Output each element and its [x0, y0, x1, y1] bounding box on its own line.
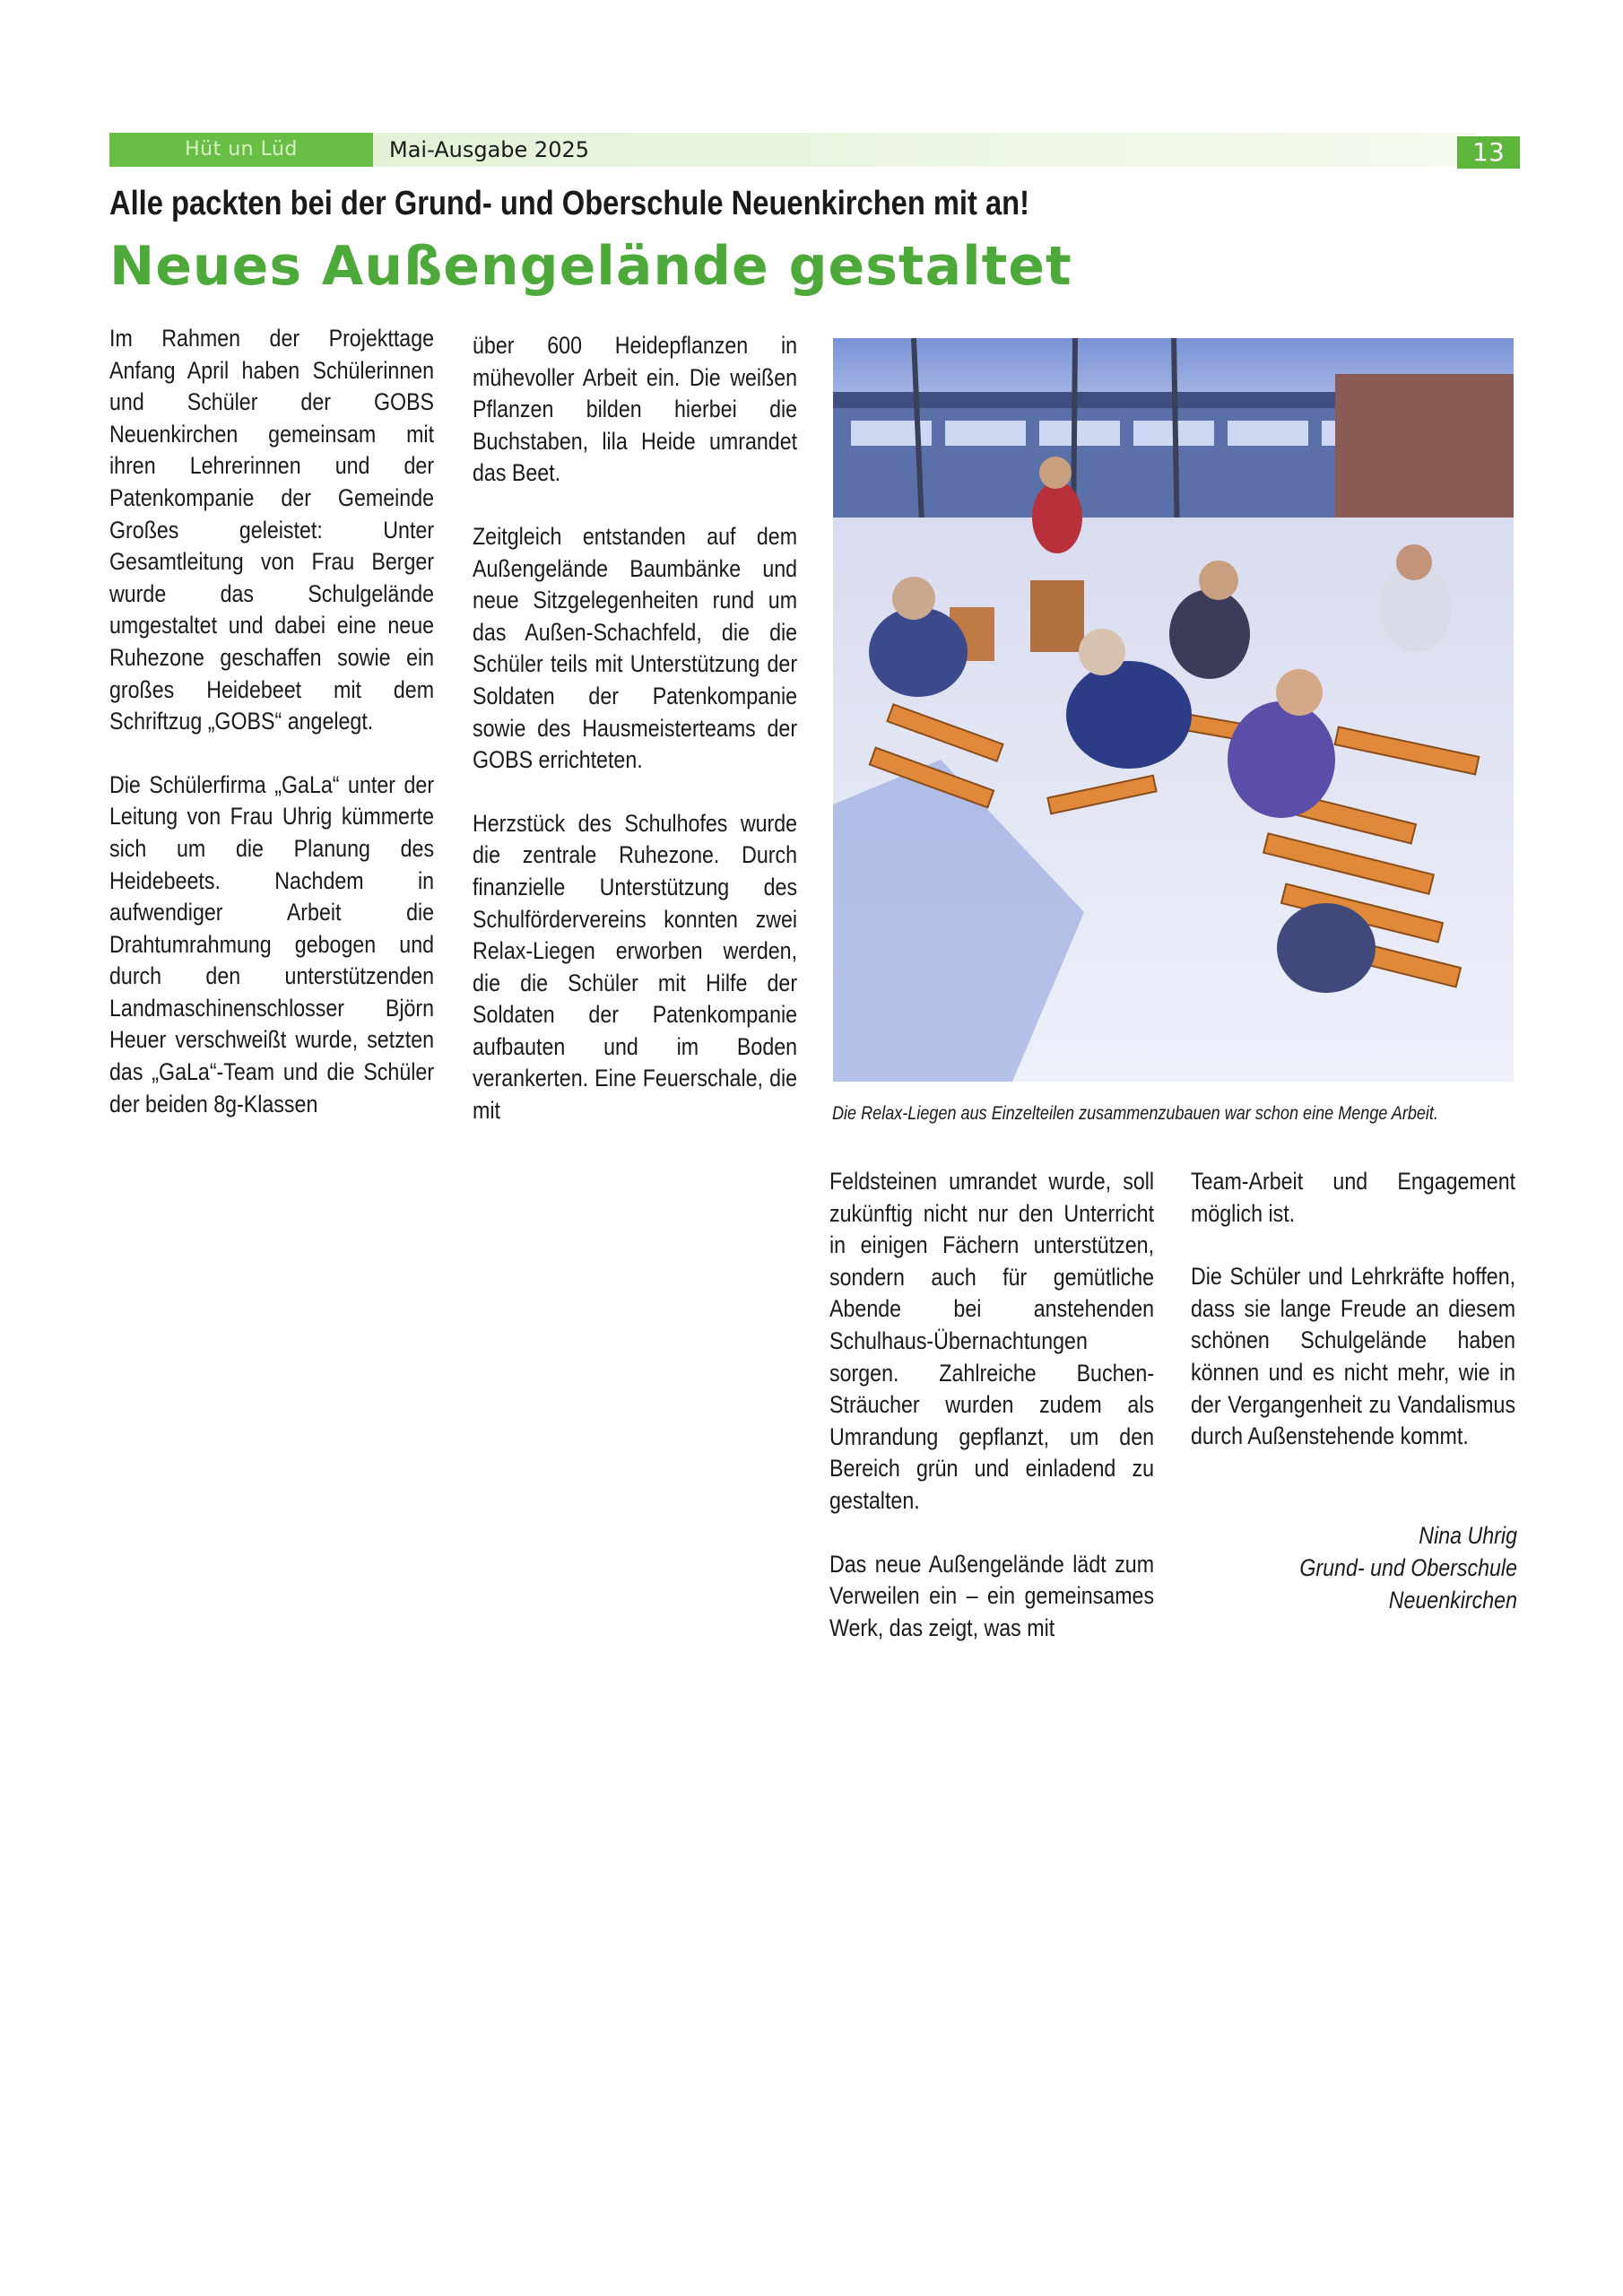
school-line-2: Neuenkirchen [1388, 1587, 1517, 1613]
paragraph: Team-Arbeit und Engagement möglich ist. [1191, 1168, 1516, 1227]
text-column-4 [1191, 1166, 1515, 1453]
article-photo [833, 338, 1514, 1082]
magazine-name: Hüt un Lüd [109, 133, 373, 167]
header-bar [109, 133, 1520, 167]
page-number: 13 [1457, 136, 1520, 169]
article-title: Neues Außengelände gestaltet [109, 235, 1072, 298]
text-column-1 [109, 323, 434, 1120]
paragraph: Feldsteinen umrandet wurde, soll zukünftig nicht nur den Unterricht in einigen Fächern unterstützen, sondern auch für gemütliche Abende bei anstehenden Schulhaus-Übernachtungen sorgen. Zahlreiche Buchen-Sträucher wurden zudem als Umrandung gepflanzt, um den Bereich grün und einladend zu gestalten. [829, 1168, 1155, 1514]
paragraph: Zeitgleich entstanden auf dem Außengelände Baumbänke und neue Sitzgelegenheiten rund um das Außen-Schachfeld, die die Schüler teils mit Unterstützung der Soldaten der Patenkompanie sowie des Hausmeisterteams der GOBS errichteten. [473, 522, 798, 774]
paragraph: Herzstück des Schulhofes wurde die zentrale Ruhezone. Durch finanzielle Unterstützung des Schulfördervereins konnten zwei Relax-Liegen erworben werden, die die Schüler mit Hilfe der Soldaten der Patenkompanie aufbauten und im Boden verankerten. Eine Feuerschale, die mit [473, 809, 798, 1125]
paragraph: Im Rahmen der Projekttage Anfang April haben Schülerinnen und Schüler der GOBS Neuenkirchen gemeinsam mit ihren Lehrerinnen und der Patenkompanie der Gemeinde Großes geleistet: Unter Gesamtleitung von Frau Berger wurde das Schulgelände umgestaltet und dabei eine neue Ruhezone geschaffen sowie ein großes Heidebeet mit dem Schriftzug „GOBS“ angelegt. [109, 325, 435, 735]
text-column-2 [473, 330, 797, 1127]
paragraph: Die Schüler und Lehrkräfte hoffen, dass sie lange Freude an diesem schönen Schulgelände haben können und es nicht mehr, wie in der Vergangenheit zu Vandalismus durch Außenstehende kommt. [1191, 1263, 1516, 1450]
author-name: Nina Uhrig [1419, 1522, 1517, 1549]
issue-label: Mai-Ausgabe 2025 [389, 137, 589, 162]
paragraph: Das neue Außengelände lädt zum Verweilen ein – ein gemeinsames Werk, das zeigt, was mit [829, 1550, 1155, 1641]
photo-caption: Die Relax-Liegen aus Einzelteilen zusammenzubauen war schon eine Menge Arbeit. [832, 1103, 1438, 1124]
text-column-3 [829, 1166, 1154, 1644]
article-headline: Alle packten bei der Grund- und Oberschule Neuenkirchen mit an! [109, 185, 1029, 222]
photo-illustration [833, 338, 1514, 1082]
author-signature [1193, 1519, 1517, 1616]
paragraph: über 600 Heidepflanzen in mühevoller Arbeit ein. Die weißen Pflanzen bilden hierbei die Buchstaben, lila Heide umrandet das Beet. [473, 332, 798, 487]
school-line-1: Grund- und Oberschule [1299, 1554, 1517, 1581]
paragraph: Die Schülerfirma „GaLa“ unter der Leitung von Frau Uhrig kümmerte sich um die Planung des Heidebeets. Nachdem in aufwendiger Arbeit die Drahtumrahmung gebogen und durch den unterstützenden Landmaschinenschlosser Björn Heuer verschweißt wurde, setzten das „GaLa“-Team und die Schüler der beiden 8g-Klassen [109, 770, 435, 1118]
